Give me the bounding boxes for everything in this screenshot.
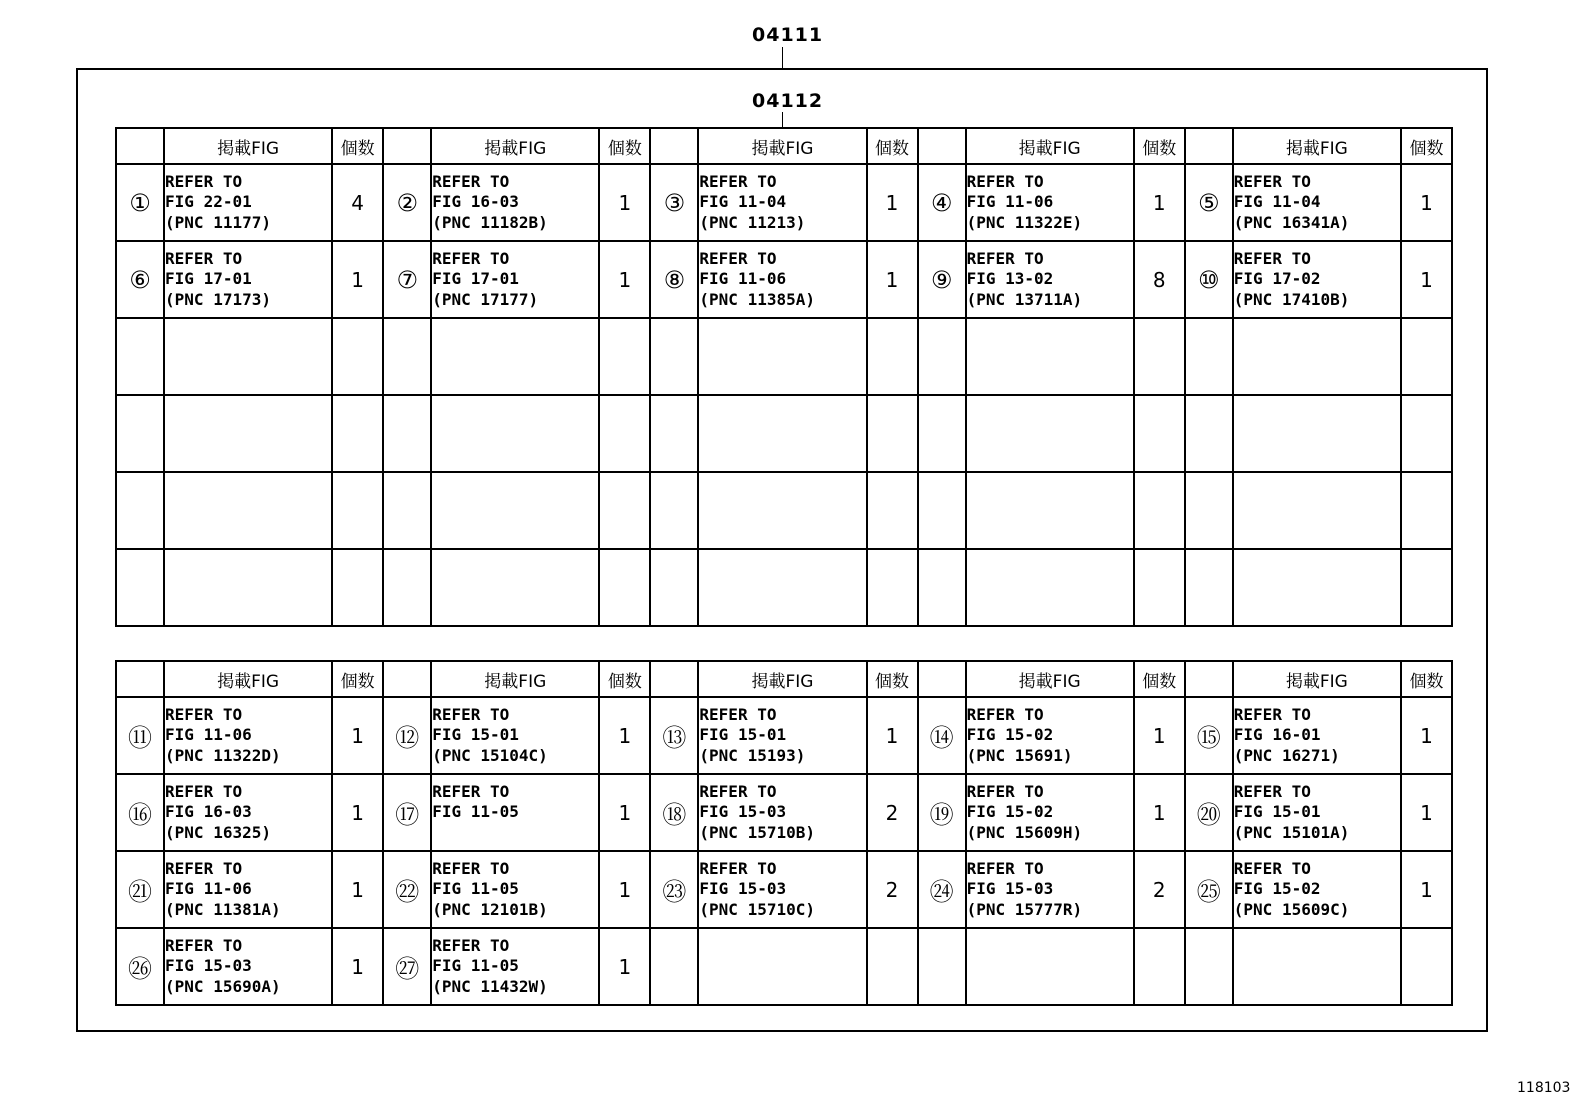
item-quantity: 8 xyxy=(1134,241,1185,318)
item-quantity: 1 xyxy=(1401,241,1452,318)
item-number xyxy=(383,318,431,395)
fig-reference-line: REFER TO xyxy=(165,781,243,801)
fig-reference xyxy=(431,318,599,395)
item-number xyxy=(1185,472,1233,549)
item-quantity xyxy=(1401,472,1452,549)
item-number: ⑤ xyxy=(1185,164,1233,241)
item-quantity: 1 xyxy=(1401,851,1452,928)
fig-reference xyxy=(966,697,1134,774)
fig-reference xyxy=(698,164,866,241)
item-number xyxy=(650,928,698,1005)
item-quantity xyxy=(1134,395,1185,472)
header-fig-cell: 掲載FIG xyxy=(698,128,866,164)
leader-line-outer xyxy=(782,47,783,68)
parts-table xyxy=(115,127,1453,627)
item-quantity: 1 xyxy=(867,164,918,241)
fig-reference-line: REFER TO xyxy=(966,248,1044,268)
header-num-cell xyxy=(383,128,431,164)
fig-reference-line: REFER TO xyxy=(165,935,243,955)
item-quantity xyxy=(867,472,918,549)
table-row xyxy=(116,774,1452,851)
item-quantity xyxy=(1401,318,1452,395)
fig-reference-line: FIG 22-01 xyxy=(165,192,252,212)
fig-reference-line: (PNC 11385A) xyxy=(699,289,815,309)
item-quantity: 2 xyxy=(867,774,918,851)
item-quantity xyxy=(1401,928,1452,1005)
fig-reference-line: FIG 11-05 xyxy=(432,802,519,822)
item-quantity: 1 xyxy=(332,774,383,851)
fig-reference-line: FIG 15-03 xyxy=(699,879,787,899)
fig-reference-line: REFER TO xyxy=(165,858,243,878)
item-number xyxy=(650,549,698,626)
header-num-cell xyxy=(383,661,431,697)
item-quantity: 1 xyxy=(332,241,383,318)
parts-table xyxy=(115,660,1453,1006)
fig-reference xyxy=(1233,472,1401,549)
item-quantity xyxy=(1134,318,1185,395)
fig-reference-line: (PNC 15609C) xyxy=(1233,899,1350,919)
item-quantity: 1 xyxy=(599,697,650,774)
item-quantity xyxy=(1401,549,1452,626)
fig-reference-line: (PNC 15101A) xyxy=(1233,822,1350,842)
item-quantity: 1 xyxy=(867,241,918,318)
fig-reference-line: REFER TO xyxy=(966,704,1044,724)
table-row xyxy=(116,472,1452,549)
fig-reference xyxy=(431,697,599,774)
fig-reference xyxy=(164,164,332,241)
item-number: ⑰ xyxy=(383,774,431,851)
fig-reference xyxy=(966,928,1134,1005)
item-quantity: 1 xyxy=(1134,697,1185,774)
table-row xyxy=(116,241,1452,318)
fig-reference-line: (PNC 15710C) xyxy=(699,899,815,919)
item-quantity xyxy=(867,395,918,472)
item-quantity: 1 xyxy=(1401,164,1452,241)
item-number xyxy=(1185,395,1233,472)
table-row xyxy=(116,928,1452,1005)
item-quantity: 1 xyxy=(1134,774,1185,851)
fig-reference-line: (PNC 11177) xyxy=(165,212,271,232)
fig-reference-line: FIG 11-06 xyxy=(165,725,252,745)
header-qty-cell: 個数 xyxy=(1134,128,1185,164)
fig-reference-line: (PNC 11432W) xyxy=(432,976,548,996)
header-qty-cell: 個数 xyxy=(599,128,650,164)
item-number xyxy=(918,395,966,472)
item-quantity: 1 xyxy=(599,774,650,851)
fig-reference xyxy=(966,395,1134,472)
item-quantity xyxy=(599,318,650,395)
fig-reference-line: REFER TO xyxy=(432,935,510,955)
item-number: ⑨ xyxy=(918,241,966,318)
table-row xyxy=(116,851,1452,928)
item-number: ㉗ xyxy=(383,928,431,1005)
item-quantity: 1 xyxy=(1401,697,1452,774)
fig-reference-line: (PNC 15690A) xyxy=(165,976,281,996)
item-number: ⑳ xyxy=(1185,774,1233,851)
fig-reference-line: (PNC 11322D) xyxy=(165,745,281,765)
fig-reference xyxy=(164,472,332,549)
fig-reference xyxy=(966,241,1134,318)
fig-reference xyxy=(698,697,866,774)
fig-reference xyxy=(1233,928,1401,1005)
fig-reference-line: (PNC 17173) xyxy=(165,289,271,309)
fig-reference xyxy=(1233,697,1401,774)
fig-reference-line: (PNC 16271) xyxy=(1233,745,1340,765)
fig-reference xyxy=(164,395,332,472)
item-quantity: 1 xyxy=(599,928,650,1005)
fig-reference xyxy=(698,774,866,851)
fig-reference-line: FIG 15-01 xyxy=(432,725,519,745)
fig-reference-line: REFER TO xyxy=(1233,781,1311,801)
item-quantity xyxy=(332,472,383,549)
fig-reference xyxy=(698,549,866,626)
header-fig-cell: 掲載FIG xyxy=(164,128,332,164)
item-quantity xyxy=(599,395,650,472)
fig-reference xyxy=(966,318,1134,395)
item-number: ⑪ xyxy=(116,697,164,774)
fig-reference-line: REFER TO xyxy=(966,858,1044,878)
fig-reference-line: REFER TO xyxy=(1233,171,1311,191)
fig-reference-line: FIG 15-03 xyxy=(699,802,787,822)
item-quantity xyxy=(332,549,383,626)
header-num-cell xyxy=(1185,661,1233,697)
parts-table-bottom xyxy=(115,660,1453,1006)
header-fig-cell: 掲載FIG xyxy=(1233,661,1401,697)
fig-reference-line: REFER TO xyxy=(966,171,1044,191)
item-quantity: 1 xyxy=(599,851,650,928)
fig-reference-line: (PNC 13711A) xyxy=(966,289,1083,309)
fig-reference-line: FIG 15-02 xyxy=(1233,879,1321,899)
fig-reference xyxy=(164,697,332,774)
header-qty-cell: 個数 xyxy=(332,661,383,697)
item-number: ⑧ xyxy=(650,241,698,318)
fig-reference-line: REFER TO xyxy=(165,704,243,724)
item-number: ⑱ xyxy=(650,774,698,851)
item-number xyxy=(116,472,164,549)
fig-reference xyxy=(698,851,866,928)
item-quantity: 1 xyxy=(867,697,918,774)
item-number xyxy=(650,472,698,549)
table-row xyxy=(116,395,1452,472)
item-quantity xyxy=(867,318,918,395)
fig-reference xyxy=(1233,241,1401,318)
fig-reference-line: (PNC 17177) xyxy=(432,289,539,309)
fig-reference xyxy=(966,774,1134,851)
fig-reference xyxy=(431,928,599,1005)
fig-reference xyxy=(698,472,866,549)
item-number: ㉔ xyxy=(918,851,966,928)
fig-reference-line: REFER TO xyxy=(966,781,1044,801)
fig-reference-line: REFER TO xyxy=(165,248,243,268)
fig-reference-line: FIG 17-02 xyxy=(1233,269,1321,289)
item-number xyxy=(116,395,164,472)
item-number: ⑯ xyxy=(116,774,164,851)
header-qty-cell: 個数 xyxy=(1401,661,1452,697)
fig-reference xyxy=(431,851,599,928)
fig-reference-line: (PNC 15691) xyxy=(966,745,1073,765)
item-number xyxy=(1185,318,1233,395)
fig-reference xyxy=(966,472,1134,549)
item-number xyxy=(650,395,698,472)
header-num-cell xyxy=(918,128,966,164)
diagram-code-inner: 04112 xyxy=(752,90,824,112)
item-quantity xyxy=(599,472,650,549)
header-qty-cell: 個数 xyxy=(599,661,650,697)
fig-reference xyxy=(1233,318,1401,395)
item-quantity: 4 xyxy=(332,164,383,241)
fig-reference-line: FIG 15-02 xyxy=(966,802,1054,822)
fig-reference-line: REFER TO xyxy=(699,171,777,191)
fig-reference-line: FIG 11-04 xyxy=(1233,192,1321,212)
leader-line-inner xyxy=(782,112,783,128)
fig-reference xyxy=(431,395,599,472)
fig-reference-line: (PNC 15104C) xyxy=(432,745,548,765)
item-number xyxy=(918,472,966,549)
diagram-code-outer: 04111 xyxy=(752,24,824,46)
header-qty-cell: 個数 xyxy=(867,128,918,164)
table-row xyxy=(116,318,1452,395)
item-number: ㉓ xyxy=(650,851,698,928)
page-id: 118103 xyxy=(1517,1080,1571,1096)
item-quantity: 1 xyxy=(1401,774,1452,851)
item-number: ⑲ xyxy=(918,774,966,851)
fig-reference-line: REFER TO xyxy=(432,704,510,724)
item-number: ㉖ xyxy=(116,928,164,1005)
fig-reference-line: REFER TO xyxy=(699,248,777,268)
item-quantity: 2 xyxy=(1134,851,1185,928)
item-quantity: 1 xyxy=(599,241,650,318)
fig-reference-line: REFER TO xyxy=(699,858,777,878)
header-num-cell xyxy=(918,661,966,697)
fig-reference xyxy=(431,774,599,851)
header-qty-cell: 個数 xyxy=(332,128,383,164)
item-quantity xyxy=(1134,472,1185,549)
fig-reference xyxy=(164,241,332,318)
item-quantity xyxy=(867,928,918,1005)
fig-reference xyxy=(164,549,332,626)
item-number: ㉒ xyxy=(383,851,431,928)
fig-reference xyxy=(966,164,1134,241)
header-row xyxy=(116,128,1452,164)
item-quantity xyxy=(332,318,383,395)
item-quantity: 2 xyxy=(867,851,918,928)
item-quantity: 1 xyxy=(332,928,383,1005)
fig-reference xyxy=(1233,549,1401,626)
header-fig-cell: 掲載FIG xyxy=(698,661,866,697)
fig-reference-line: REFER TO xyxy=(699,704,777,724)
fig-reference-line: (PNC 11322E) xyxy=(966,212,1083,232)
fig-reference-line: REFER TO xyxy=(432,171,510,191)
item-quantity xyxy=(1134,928,1185,1005)
fig-reference xyxy=(431,241,599,318)
fig-reference xyxy=(1233,395,1401,472)
fig-reference xyxy=(431,472,599,549)
item-number xyxy=(116,549,164,626)
header-num-cell xyxy=(1185,128,1233,164)
fig-reference-line: REFER TO xyxy=(699,781,777,801)
item-number: ⑬ xyxy=(650,697,698,774)
header-fig-cell: 掲載FIG xyxy=(966,661,1134,697)
fig-reference-line: FIG 16-03 xyxy=(165,802,252,822)
header-fig-cell: 掲載FIG xyxy=(966,128,1134,164)
item-number xyxy=(918,318,966,395)
fig-reference-line: FIG 11-05 xyxy=(432,879,519,899)
fig-reference-line: FIG 15-03 xyxy=(966,879,1054,899)
fig-reference-line: (PNC 16325) xyxy=(165,822,271,842)
item-quantity xyxy=(1401,395,1452,472)
fig-reference-line: (PNC 15777R) xyxy=(966,899,1083,919)
fig-reference xyxy=(164,774,332,851)
table-row xyxy=(116,697,1452,774)
table-row xyxy=(116,164,1452,241)
fig-reference-line: FIG 15-01 xyxy=(1233,802,1321,822)
header-num-cell xyxy=(116,128,164,164)
item-number: ④ xyxy=(918,164,966,241)
header-fig-cell: 掲載FIG xyxy=(164,661,332,697)
fig-reference xyxy=(1233,164,1401,241)
item-number: ⑫ xyxy=(383,697,431,774)
item-number xyxy=(918,549,966,626)
item-number xyxy=(383,549,431,626)
fig-reference xyxy=(698,395,866,472)
item-quantity: 1 xyxy=(1134,164,1185,241)
fig-reference-line: (PNC 16341A) xyxy=(1233,212,1350,232)
item-number xyxy=(918,928,966,1005)
item-quantity: 1 xyxy=(332,697,383,774)
fig-reference-line xyxy=(432,823,598,844)
fig-reference-line: (PNC 15609H) xyxy=(966,822,1083,842)
fig-reference-line: FIG 11-04 xyxy=(699,192,787,212)
item-number xyxy=(383,472,431,549)
fig-reference xyxy=(698,928,866,1005)
item-quantity xyxy=(1134,549,1185,626)
fig-reference-line: (PNC 11182B) xyxy=(432,212,548,232)
header-qty-cell: 個数 xyxy=(1134,661,1185,697)
item-number: ① xyxy=(116,164,164,241)
fig-reference xyxy=(966,549,1134,626)
fig-reference-line: FIG 11-06 xyxy=(699,269,787,289)
header-num-cell xyxy=(650,128,698,164)
fig-reference-line: REFER TO xyxy=(432,248,510,268)
fig-reference xyxy=(1233,774,1401,851)
fig-reference xyxy=(1233,851,1401,928)
header-fig-cell: 掲載FIG xyxy=(431,128,599,164)
fig-reference-line: (PNC 12101B) xyxy=(432,899,548,919)
header-qty-cell: 個数 xyxy=(867,661,918,697)
fig-reference xyxy=(164,318,332,395)
item-quantity xyxy=(332,395,383,472)
fig-reference-line: (PNC 15710B) xyxy=(699,822,815,842)
item-number xyxy=(1185,928,1233,1005)
item-number: ⑦ xyxy=(383,241,431,318)
fig-reference-line: (PNC 11213) xyxy=(699,212,806,232)
item-number xyxy=(650,318,698,395)
fig-reference-line: FIG 16-03 xyxy=(432,192,519,212)
fig-reference-line: REFER TO xyxy=(165,171,243,191)
header-num-cell xyxy=(650,661,698,697)
item-quantity: 1 xyxy=(332,851,383,928)
header-fig-cell: 掲載FIG xyxy=(1233,128,1401,164)
fig-reference-line: FIG 15-03 xyxy=(165,956,252,976)
fig-reference xyxy=(966,851,1134,928)
fig-reference-line: FIG 17-01 xyxy=(165,269,252,289)
fig-reference-line: FIG 16-01 xyxy=(1233,725,1321,745)
item-quantity: 1 xyxy=(599,164,650,241)
item-number xyxy=(116,318,164,395)
fig-reference-line: FIG 11-05 xyxy=(432,956,519,976)
fig-reference-line: (PNC 15193) xyxy=(699,745,806,765)
fig-reference xyxy=(431,164,599,241)
fig-reference-line: (PNC 11381A) xyxy=(165,899,281,919)
fig-reference-line: REFER TO xyxy=(1233,248,1311,268)
fig-reference-line: FIG 13-02 xyxy=(966,269,1054,289)
fig-reference-line: REFER TO xyxy=(432,781,510,801)
item-number xyxy=(383,395,431,472)
header-qty-cell: 個数 xyxy=(1401,128,1452,164)
item-number xyxy=(1185,549,1233,626)
fig-reference-line: FIG 11-06 xyxy=(165,879,252,899)
fig-reference-line: FIG 15-02 xyxy=(966,725,1054,745)
fig-reference xyxy=(431,549,599,626)
item-quantity xyxy=(599,549,650,626)
header-num-cell xyxy=(116,661,164,697)
item-number: ⑭ xyxy=(918,697,966,774)
item-number: ⑮ xyxy=(1185,697,1233,774)
table-row xyxy=(116,549,1452,626)
header-row xyxy=(116,661,1452,697)
parts-table-top xyxy=(115,127,1453,627)
fig-reference-line: (PNC 17410B) xyxy=(1233,289,1350,309)
fig-reference-line: FIG 17-01 xyxy=(432,269,519,289)
item-number: ② xyxy=(383,164,431,241)
fig-reference-line: FIG 15-01 xyxy=(699,725,787,745)
item-number: ㉑ xyxy=(116,851,164,928)
item-quantity xyxy=(867,549,918,626)
item-number: ⑥ xyxy=(116,241,164,318)
fig-reference-line: REFER TO xyxy=(1233,858,1311,878)
header-fig-cell: 掲載FIG xyxy=(431,661,599,697)
fig-reference-line: REFER TO xyxy=(432,858,510,878)
fig-reference-line: FIG 11-06 xyxy=(966,192,1054,212)
fig-reference-line: REFER TO xyxy=(1233,704,1311,724)
fig-reference xyxy=(164,928,332,1005)
fig-reference xyxy=(698,241,866,318)
fig-reference xyxy=(698,318,866,395)
item-number: ㉕ xyxy=(1185,851,1233,928)
fig-reference xyxy=(164,851,332,928)
item-number: ⑩ xyxy=(1185,241,1233,318)
item-number: ③ xyxy=(650,164,698,241)
